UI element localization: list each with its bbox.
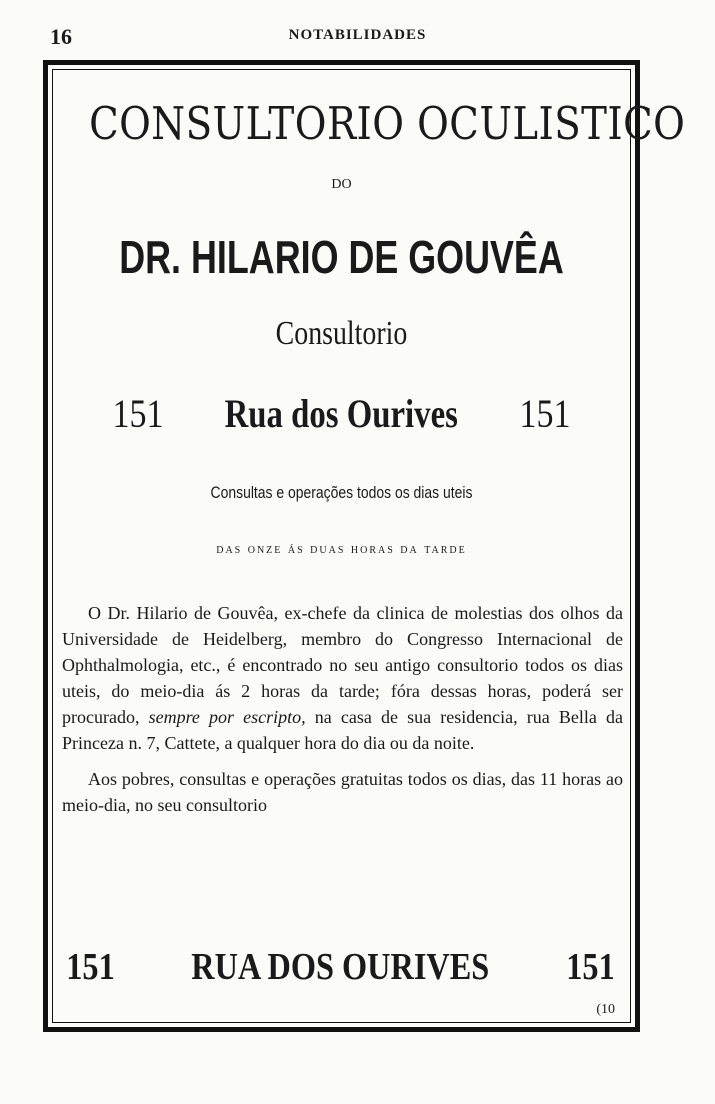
paragraph-1 (62, 600, 623, 756)
bottom-street: RUA DOS OURIVES (191, 946, 490, 988)
advertisement-frame (43, 60, 686, 1032)
bottom-number-right: 151 (566, 946, 615, 988)
address-street: Rua dos Ourives (224, 391, 459, 436)
consultorio-label: Consultorio (275, 315, 408, 352)
consultas-line: Consultas e operações todos os dias uteis (210, 483, 473, 502)
bottom-number-left: 151 (66, 946, 115, 988)
body-text (62, 600, 623, 818)
paragraph-2: Aos pobres, consultas e operações gratuitas todos os dias, das 11 horas ao meio-dia, no seu consultorio (62, 769, 623, 815)
doctor-name: DR. HILARIO DE GOUVÊA (119, 231, 564, 283)
hours-line: das onze ás duas horas da tarde (216, 542, 467, 557)
advertisement-content (48, 65, 686, 1027)
paragraph-1-part-2: na casa de sua residencia, rua Bella da Princeza n. 7, Cattete, a qualquer hora do dia ou da noite. (62, 707, 623, 753)
running-title: NOTABILIDADES (288, 27, 427, 43)
address-row (108, 390, 575, 437)
page-number: 16 (50, 24, 72, 49)
paragraph-1-italic: sempre por escripto, (148, 707, 306, 727)
paragraph-1-part-1: O Dr. Hilario de Gouvêa, ex-chefe da clinica de molestias dos olhos da Universidade de Heidelberg, membro do Congresso Internacional de Ophthalmologia, etc., é encontrado no seu antigo consultorio todos os dias uteis, do meio-dia ás 2 horas da tarde; fóra dessas horas, poderá ser procurado, (62, 603, 623, 727)
ad-signature-mark: (10 (596, 1002, 615, 1017)
bottom-address-row (62, 945, 619, 989)
ad-title-do: DO (331, 177, 352, 192)
address-number-right: 151 (519, 391, 571, 436)
address-number-left: 151 (112, 391, 164, 436)
ad-title: CONSULTORIO OCULISTICO (89, 97, 686, 150)
